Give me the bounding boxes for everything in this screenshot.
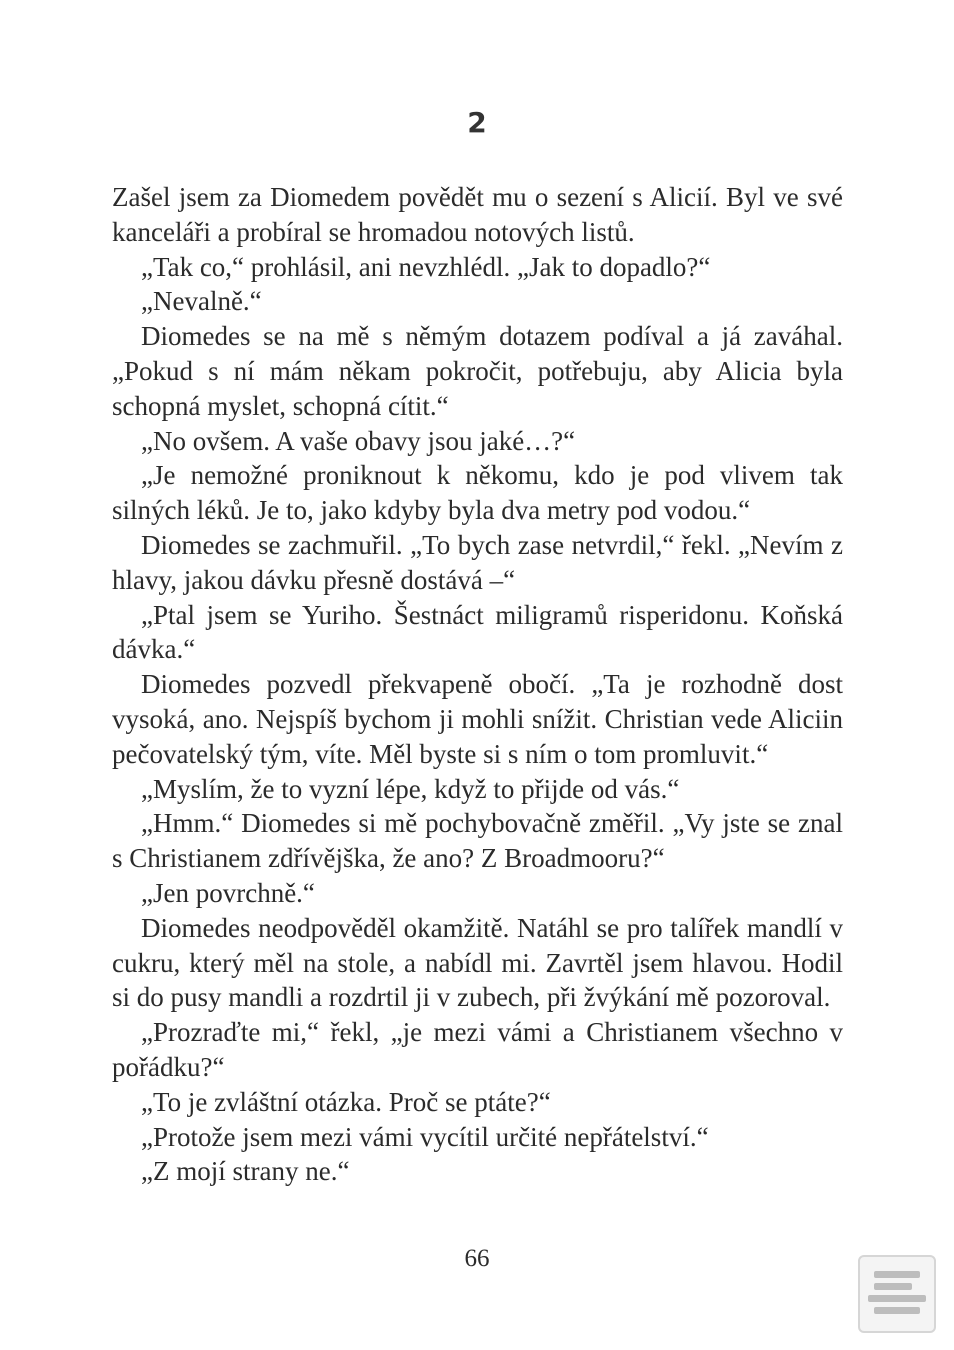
chapter-text bbox=[112, 180, 843, 1189]
chapter-number: 2 bbox=[467, 106, 487, 139]
paragraph: „Protože jsem mezi vámi vycítil určité nepřátelství.“ bbox=[141, 1121, 709, 1152]
paragraph: Diomedes neodpověděl okamžitě. Natáhl se pro talířek mandlí v cukru, který měl na stole, a nabídl mi. Zavrtěl jsem hlavou. Hodil si do pusy mandli a rozdrtil ji v zubech, při žvýkání mě pozoroval. bbox=[112, 912, 843, 1013]
page-number: 66 bbox=[464, 1245, 490, 1272]
paragraph: „Myslím, že to vyzní lépe, když to přijde od vás.“ bbox=[141, 773, 680, 804]
paragraph: Diomedes se na mě s němým dotazem podíval a já zaváhal. „Pokud s ní mám někam pokročit, potřebuju, aby Alicia byla schopná myslet, schopná cítit.“ bbox=[112, 321, 843, 421]
paragraph: „To je zvláštní otázka. Proč se ptáte?“ bbox=[141, 1086, 551, 1117]
paragraph: „Prozraďte mi,“ řekl, „je mezi vámi a Christianem všechno v pořádku?“ bbox=[112, 1017, 843, 1082]
paragraph: „Nevalně.“ bbox=[141, 286, 262, 317]
paragraph: Diomedes pozvedl překvapeně obočí. „Ta je rozhodně dost vysoká, ano. Nejspíš bychom ji mohli snížit. Christian vede Aliciin pečovatelský tým, víte. Měl byste si s ním o tom promluvit.“ bbox=[112, 669, 843, 769]
paragraph: Diomedes se zachmuřil. „To bych zase netvrdil,“ řekl. „Nevím z hlavy, jakou dávku přesně dostává –“ bbox=[112, 529, 843, 595]
paragraph: „Z mojí strany ne.“ bbox=[141, 1156, 350, 1187]
paragraph: „Tak co,“ prohlásil, ani nevzhlédl. „Jak to dopadlo?“ bbox=[141, 251, 711, 282]
paragraph: Zašel jsem za Diomedem povědět mu o sezení s Alicií. Byl ve své kanceláři a probíral se hromadou notových listů. bbox=[112, 182, 843, 247]
paragraph: „No ovšem. A vaše obavy jsou jaké…?“ bbox=[141, 425, 576, 456]
paragraph: „Jen povrchně.“ bbox=[141, 877, 315, 908]
paragraph: „Ptal jsem se Yuriho. Šestnáct miligramů risperidonu. Koňská dávka.“ bbox=[112, 599, 843, 665]
paragraph: „Hmm.“ Diomedes si mě pochybovačně změřil. „Vy jste se znal s Christianem zdřívějška, že ano? Z Broadmooru?“ bbox=[112, 808, 843, 874]
menu-button[interactable] bbox=[858, 1255, 936, 1333]
paragraph: „Je nemožné proniknout k někomu, kdo je pod vlivem tak silných léků. Je to, jako kdyby byla dva metry pod vodou.“ bbox=[112, 460, 843, 526]
